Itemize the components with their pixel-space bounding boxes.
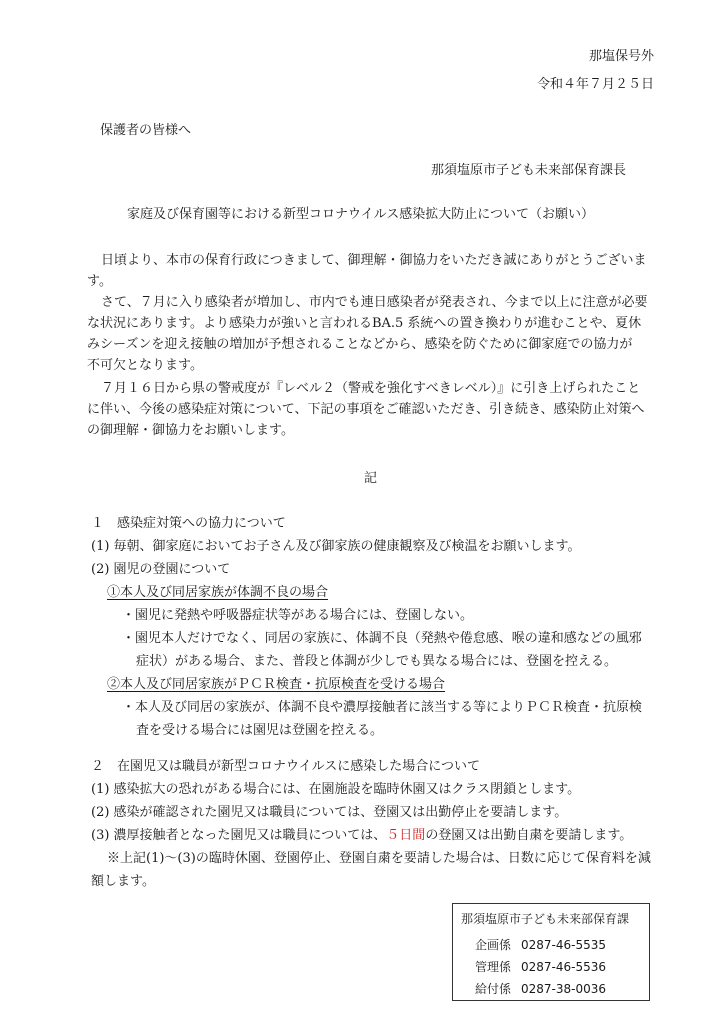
section-2-item-3-text: (3) 濃厚接触者となった園児又は職員については、 bbox=[91, 828, 387, 843]
intro-paragraph-2-line-1: さて、７月に入り感染者が増加し、市内でも連日感染者が発表され、今まで以上に注意が必要 bbox=[101, 295, 648, 310]
document-date: 令和４年７月２５日 bbox=[536, 77, 654, 92]
intro-paragraph-1-line-1: 日頃より、本市の保育行政につきまして、御理解・御協力をいただき誠にありがとうございま bbox=[101, 253, 647, 268]
document-title: 家庭及び保育園等における新型コロナウイルス感染拡大防止について（お願い） bbox=[127, 207, 594, 222]
intro-paragraph-3-line-2: に伴い、今後の感染症対策について、下記の事項をご確認いただき、引き続き、感染防止対策へ bbox=[87, 402, 645, 417]
intro-paragraph-2-line-4: 不可欠となります。 bbox=[87, 358, 203, 373]
section-1-sub-2-bullet-1-line-2: 査を受ける場合には園児は登園を控える。 bbox=[136, 723, 384, 738]
section-1-item-2: (2) 園児の登園について bbox=[91, 562, 231, 577]
section-1-sub-1-bullet-2-line-1: ・園児本人だけでなく、同居の家族に、体調不良（発熱や倦怠感、喉の違和感などの風邪 bbox=[122, 631, 642, 646]
section-2-item-3 bbox=[91, 826, 632, 846]
section-2-item-2: (2) 感染が確認された園児又は職員については、登園又は出勤停止を要請します。 bbox=[91, 805, 568, 820]
contact-phone: 0287-38-0036 bbox=[521, 982, 607, 996]
contact-label: 管理係 bbox=[475, 960, 512, 974]
intro-paragraph-2-line-3: みシーズンを迎え接触の増加が予想されることなどから、感染を防ぐために御家庭での協力が bbox=[87, 337, 633, 352]
five-days-highlight: ５日間 bbox=[386, 828, 426, 843]
section-2-heading: ２ 在園児又は職員が新型コロナウイルスに感染した場合について bbox=[91, 759, 480, 774]
section-1-sub-2-title: ②本人及び同居家族がＰＣＲ検査・抗原検査を受ける場合 bbox=[107, 677, 446, 692]
section-1-sub-1-title: ①本人及び同居家族が体調不良の場合 bbox=[107, 585, 329, 600]
section-2-item-1: (1) 感染拡大の恐れがある場合には、在園施設を臨時休園又はクラス閉鎖とします。 bbox=[91, 782, 581, 797]
contact-label: 企画係 bbox=[475, 938, 512, 952]
contact-label: 給付係 bbox=[475, 982, 512, 996]
contact-row bbox=[475, 980, 606, 997]
section-1-sub-1-bullet-2-line-2: 症状）がある場合、また、普段と体調が少しでも異なる場合には、登園を控える。 bbox=[136, 654, 618, 669]
section-2-item-3-text-end: の登園又は出勤自粛を要請します。 bbox=[425, 828, 633, 843]
section-1-sub-2-bullet-1-line-1: ・本人及び同居の家族が、体調不良や濃厚接触者に該当する等によりＰＣＲ検査・抗原検 bbox=[122, 700, 643, 715]
contact-row bbox=[475, 936, 606, 953]
section-2-note-line-1: ※上記(1)～(3)の臨時休園、登園停止、登園自粛を要請した場合は、日数に応じて保育料を減 bbox=[107, 851, 651, 866]
contact-row bbox=[475, 958, 606, 975]
section-1-heading: １ 感染症対策への協力について bbox=[91, 516, 286, 531]
contact-organization: 那須塩原市子ども未来部保育課 bbox=[461, 912, 630, 926]
ki-label: 記 bbox=[364, 471, 378, 486]
intro-paragraph-2-line-2: な状況にあります。より感染力が強いと言われるBA.5 系統への置き換わりが進むことや、夏休 bbox=[87, 316, 642, 331]
intro-paragraph-3-line-3: の御理解・御協力をお願いします。 bbox=[87, 423, 294, 438]
intro-paragraph-3-line-1: ７月１６日から県の警戒度が『レベル２（警戒を強化すべきレベル）』に引き上げられたこと bbox=[101, 381, 641, 396]
intro-paragraph-1-line-2: す。 bbox=[87, 274, 112, 289]
sender: 那須塩原市子ども未来部保育課長 bbox=[430, 163, 626, 178]
document-number: 那塩保号外 bbox=[588, 49, 654, 64]
addressee: 保護者の皆様へ bbox=[100, 123, 192, 138]
contact-box bbox=[452, 903, 650, 1001]
contact-phone: 0287-46-5536 bbox=[521, 960, 607, 974]
section-1-sub-1-bullet-1: ・園児に発熱や呼吸器症状等がある場合には、登園しない。 bbox=[122, 608, 474, 623]
contact-phone: 0287-46-5535 bbox=[521, 938, 607, 952]
section-1-item-1: (1) 毎朝、御家庭においてお子さん及び御家族の健康観察及び検温をお願いします。 bbox=[91, 539, 581, 554]
section-2-note-line-2: 額します。 bbox=[91, 874, 155, 889]
